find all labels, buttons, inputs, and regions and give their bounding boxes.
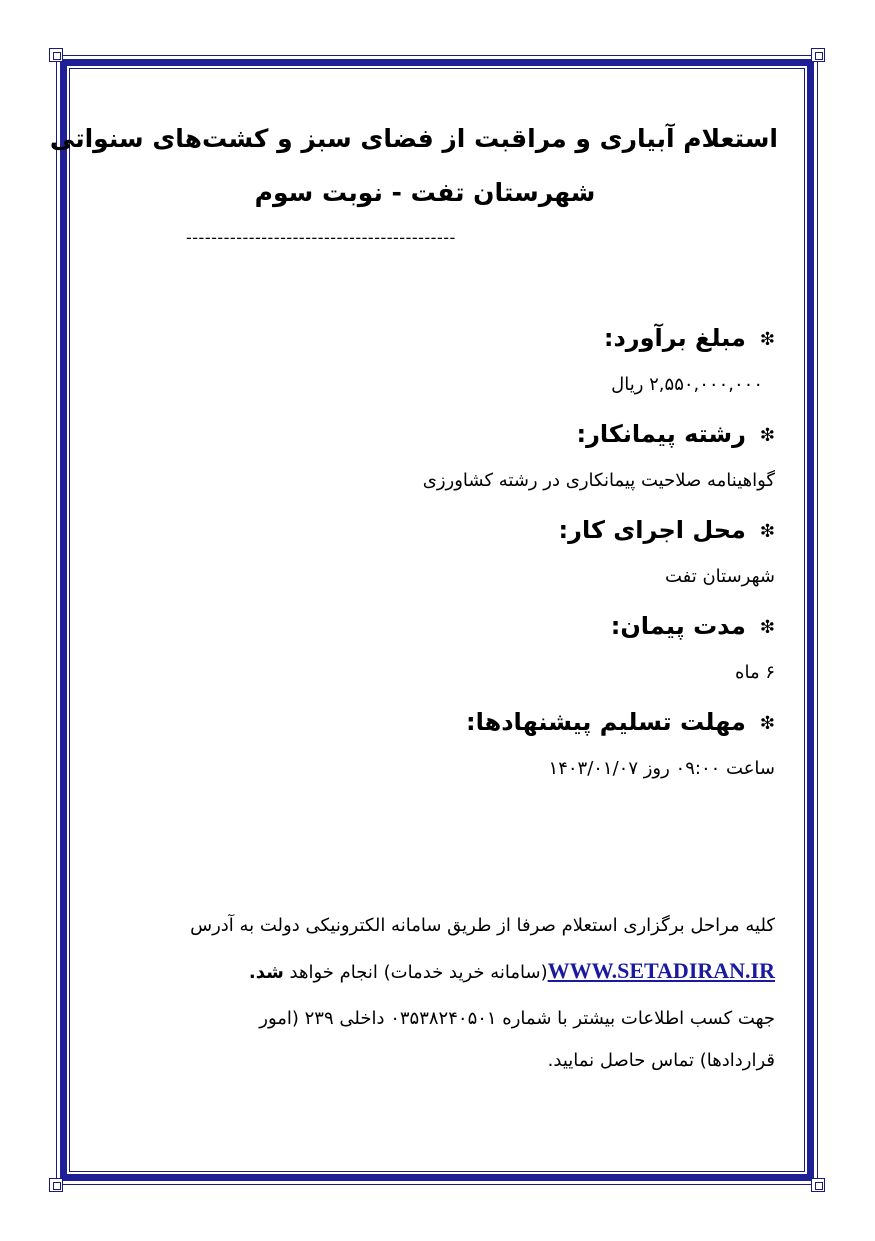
corner-ornament-top-left [49,48,63,62]
bullet-icon: ❇ [759,520,775,542]
item-label: محل اجرای کار: [558,516,746,544]
item-heading-duration [611,612,775,640]
item-value-deadline: ساعت ۰۹:۰۰ روز ۱۴۰۳/۰۱/۰۷ [548,758,775,779]
bullet-icon: ❇ [759,712,775,734]
title-separator: ------------------------------------------- [186,228,456,247]
footer-line-2-text: (سامانه خرید خدمات) انجام خواهد [289,962,548,983]
item-heading-contractor-field [576,420,775,448]
item-label: مدت پیمان: [610,612,746,640]
footer-line-4: قراردادها) تماس حاصل نمایید. [547,1050,775,1071]
footer-line-1: کلیه مراحل برگزاری استعلام صرفا از طریق سامانه الکترونیکی دولت به آدرس [190,915,775,936]
corner-ornament-bottom-left [49,1178,63,1192]
document-title: استعلام آبیاری و مراقبت از فضای سبز و کشت‌های سنواتی [49,124,778,153]
bullet-icon: ❇ [759,616,775,638]
item-value-contractor-field: گواهینامه صلاحیت پیمانکاری در رشته کشاورزی [422,470,775,491]
item-value-location: شهرستان تفت [664,566,775,587]
item-heading-location [559,516,775,544]
item-heading-deadline [466,708,775,736]
item-heading-estimate [604,324,775,352]
corner-ornament-bottom-right [811,1178,825,1192]
item-value-estimate: ۲,۵۵۰,۰۰۰,۰۰۰ ریال [611,374,763,395]
item-value-duration: ۶ ماه [735,662,775,683]
footer-line-3: جهت کسب اطلاعات بیشتر با شماره ۰۳۵۳۸۲۴۰۵۰۱ داخلی ۲۳۹ (امور [259,1008,775,1029]
footer-line-2-end: شد. [248,962,284,983]
document-subtitle: شهرستان تفت - نوبت سوم [254,178,596,207]
item-label: مهلت تسلیم پیشنهادها: [465,708,746,736]
item-label: رشته پیمانکار: [576,420,746,448]
footer-line-2 [249,958,775,984]
item-label: مبلغ برآورد: [603,324,746,352]
bullet-icon: ❇ [759,424,775,446]
corner-ornament-top-right [811,48,825,62]
bullet-icon: ❇ [759,328,775,350]
setadiran-link[interactable]: WWW.SETADIRAN.IR [547,958,775,983]
